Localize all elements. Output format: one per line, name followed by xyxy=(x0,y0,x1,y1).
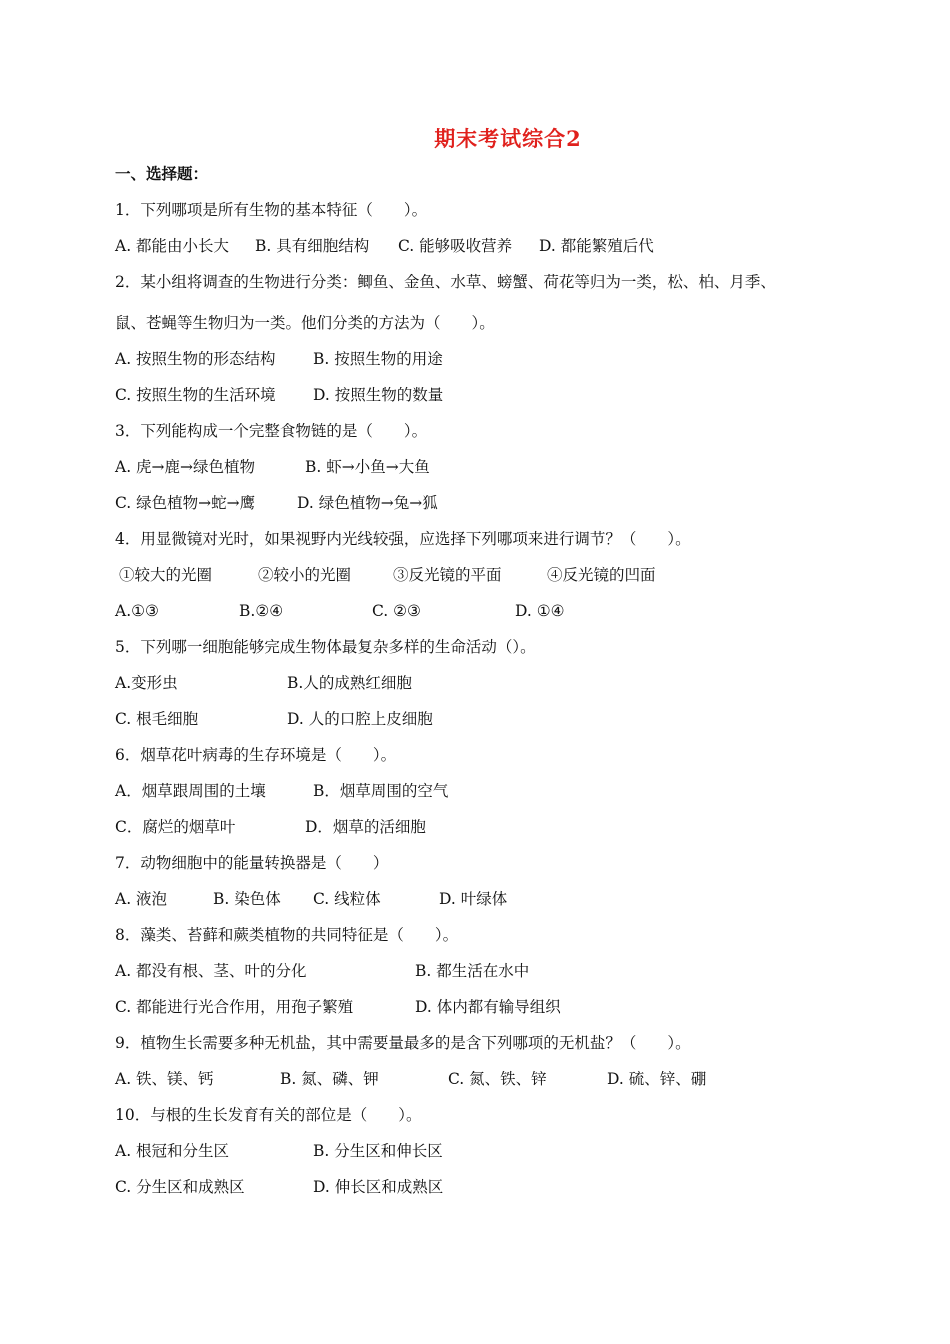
question-8-options-row2 xyxy=(115,997,835,1017)
option-c: C. 线粒体 xyxy=(313,890,381,908)
question-5-options-row2 xyxy=(115,709,835,729)
choice-3: ③反光镜的平面 xyxy=(393,566,502,584)
option-b: B. 都生活在水中 xyxy=(415,962,530,980)
choice-2: ②较小的光圈 xyxy=(258,566,352,584)
option-b: B.人的成熟红细胞 xyxy=(287,674,412,692)
question-5-options-row1 xyxy=(115,673,835,693)
question-1-options xyxy=(115,236,835,256)
question-8-stem: 8．藻类、苔藓和蕨类植物的共同特征是（ ）。 xyxy=(115,926,459,944)
option-a: A. 都没有根、茎、叶的分化 xyxy=(115,962,307,980)
question-8-options-row1 xyxy=(115,961,835,981)
question-10-options-row1 xyxy=(115,1141,835,1161)
option-d: D. 体内都有输导组织 xyxy=(415,998,561,1016)
option-d: D. ①④ xyxy=(515,602,565,620)
question-7-options xyxy=(115,889,835,909)
question-10-options-row2 xyxy=(115,1177,835,1197)
option-c: C. 氮、铁、锌 xyxy=(448,1070,547,1088)
option-c: C. 按照生物的生活环境 xyxy=(115,386,276,404)
question-2-options-row2 xyxy=(115,385,835,405)
option-d: D. 硫、锌、硼 xyxy=(607,1070,707,1088)
page-title: 期末考试综合2 xyxy=(434,126,582,151)
question-3-options-row2 xyxy=(115,493,835,513)
option-d: D. 按照生物的数量 xyxy=(313,386,444,404)
option-a: A.变形虫 xyxy=(115,674,178,692)
option-c: C. 根毛细胞 xyxy=(115,710,199,728)
option-b: B. 具有细胞结构 xyxy=(255,237,370,255)
question-9-options xyxy=(115,1069,835,1089)
option-c: C. 分生区和成熟区 xyxy=(115,1178,245,1196)
option-d: D. 人的口腔上皮细胞 xyxy=(287,710,433,728)
option-b: B. 染色体 xyxy=(213,890,281,908)
question-6-stem: 6．烟草花叶病毒的生存环境是（ ）。 xyxy=(115,746,397,764)
option-d: D. 叶绿体 xyxy=(439,890,508,908)
question-4-choices xyxy=(115,565,835,585)
question-1-stem: 1．下列哪项是所有生物的基本特征（ ）。 xyxy=(115,201,428,219)
option-d: D. 伸长区和成熟区 xyxy=(313,1178,444,1196)
option-b: B. 按照生物的用途 xyxy=(313,350,443,368)
question-6-options-row1 xyxy=(115,781,835,801)
option-c: C. ②③ xyxy=(372,602,421,620)
question-4-stem: 4．用显微镜对光时，如果视野内光线较强，应选择下列哪项来进行调节？（ ）。 xyxy=(115,530,691,548)
question-10-stem: 10．与根的生长发育有关的部位是（ ）。 xyxy=(115,1106,422,1124)
question-2-stem: 2．某小组将调查的生物进行分类：鲫鱼、金鱼、水草、螃蟹、荷花等归为一类，松、柏、月季、 xyxy=(115,273,776,291)
question-2-stem-continued: 鼠、苍蝇等生物归为一类。他们分类的方法为（ ）。 xyxy=(115,314,495,332)
option-a: A.①③ xyxy=(115,602,159,620)
section-heading: 一、选择题： xyxy=(115,164,209,183)
question-2-options-row1 xyxy=(115,349,835,369)
option-a: A. 按照生物的形态结构 xyxy=(115,350,276,368)
question-3-options-row1 xyxy=(115,457,835,477)
question-9-stem: 9．植物生长需要多种无机盐，其中需要量最多的是含下列哪项的无机盐？（ ）。 xyxy=(115,1034,691,1052)
option-b: B．烟草周围的空气 xyxy=(313,782,449,800)
option-d: D. 都能繁殖后代 xyxy=(539,237,654,255)
option-a: A. 都能由小长大 xyxy=(115,237,230,255)
option-b: B. 氮、磷、钾 xyxy=(280,1070,379,1088)
option-a: A. 虎→鹿→绿色植物 xyxy=(115,458,256,476)
option-a: A. 根冠和分生区 xyxy=(115,1142,230,1160)
question-6-options-row2 xyxy=(115,817,835,837)
option-a: A. 液泡 xyxy=(115,890,168,908)
option-b: B.②④ xyxy=(239,602,284,620)
option-c: C. 能够吸收营养 xyxy=(398,237,513,255)
option-b: B. 分生区和伸长区 xyxy=(313,1142,443,1160)
question-3-stem: 3．下列能构成一个完整食物链的是（ ）。 xyxy=(115,422,428,440)
option-c: C．腐烂的烟草叶 xyxy=(115,818,236,836)
question-5-stem: 5．下列哪一细胞能够完成生物体最复杂多样的生命活动（）。 xyxy=(115,638,536,656)
question-4-options xyxy=(115,601,835,621)
option-c: C. 绿色植物→蛇→鹰 xyxy=(115,494,256,512)
option-c: C. 都能进行光合作用，用孢子繁殖 xyxy=(115,998,354,1016)
option-a: A．烟草跟周围的土壤 xyxy=(115,782,266,800)
option-d: D．烟草的活细胞 xyxy=(305,818,426,836)
option-a: A. 铁、镁、钙 xyxy=(115,1070,214,1088)
choice-4: ④反光镜的凹面 xyxy=(547,566,656,584)
option-b: B. 虾→小鱼→大鱼 xyxy=(305,458,430,476)
option-d: D. 绿色植物→兔→狐 xyxy=(297,494,438,512)
question-7-stem: 7．动物细胞中的能量转换器是（ ） xyxy=(115,854,389,872)
choice-1: ①较大的光圈 xyxy=(119,566,213,584)
